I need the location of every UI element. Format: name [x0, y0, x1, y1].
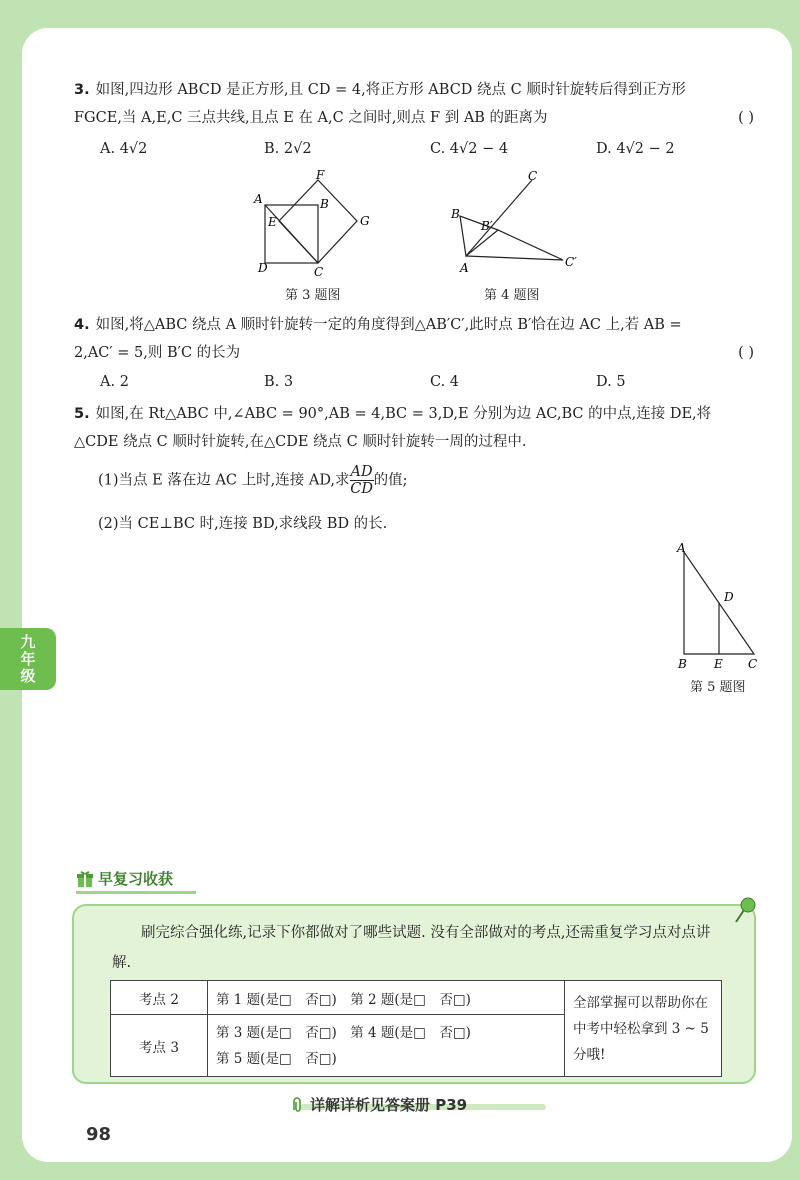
paperclip-icon	[290, 1096, 304, 1114]
question-text: FGCE,当 A,E,C 三点共线,且点 E 在 A,C 之间时,则点 F 到 AB 的距离为	[74, 110, 548, 126]
check-item: 第 1 题(是□ 否□)	[216, 991, 337, 1008]
label-d: D	[258, 261, 268, 275]
question-4	[74, 311, 764, 367]
figure-3-caption: 第 3 题图	[285, 288, 341, 303]
numerator: AD	[350, 464, 373, 480]
grade-tab-char: 年	[20, 649, 36, 668]
items-cell	[208, 981, 565, 1015]
figure-5	[672, 538, 772, 672]
page-number: 98	[86, 1124, 112, 1145]
check-item: 第 2 题(是□ 否□)	[350, 991, 471, 1008]
option-a: A. 2	[100, 374, 129, 390]
table-row	[111, 981, 722, 1015]
gift-icon	[76, 870, 94, 888]
question-text: 如图,在 Rt△ABC 中,∠ABC = 90°,AB = 4,BC = 3,D,E 分别为边 AC,BC 的中点,连接 DE,将	[95, 406, 712, 422]
label-c-prime: C′	[565, 255, 577, 269]
sub1-text: (1)当点 E 落在边 AC 上时,连接 AD,求	[98, 472, 350, 489]
review-box	[72, 904, 756, 1084]
check-item: 第 5 题(是□ 否□)	[216, 1050, 337, 1067]
figure-4-caption: 第 4 题图	[484, 288, 540, 303]
label-c: C	[314, 265, 324, 279]
option-a: A. 4√2	[100, 141, 148, 157]
option-d: D. 5	[596, 374, 626, 390]
note-cell: 全部掌握可以帮助你在中考中轻松拿到 3 ~ 5 分哦!	[565, 981, 722, 1077]
fraction-ad-cd	[350, 464, 374, 497]
triangle-abc	[460, 180, 532, 256]
label-d: D	[724, 590, 734, 604]
question-number: 3.	[74, 82, 90, 98]
figure-5-caption: 第 5 题图	[690, 680, 746, 695]
option-c: C. 4√2 − 4	[430, 141, 509, 157]
question-text: △CDE 绕点 C 顺时针旋转,在△CDE 绕点 C 顺时针旋转一周的过程中.	[74, 434, 527, 450]
option-b: B. 3	[264, 374, 294, 390]
option-b: B. 2√2	[264, 141, 312, 157]
review-text: 刷完综合强化练,记录下你都做对了哪些试题. 没有全部做对的考点,还需重复学习点对点讲解.	[112, 925, 711, 971]
q5-subquestion-1	[98, 464, 408, 497]
label-c: C	[528, 169, 538, 183]
sub1-text-end: 的值;	[373, 472, 408, 489]
question-number: 4.	[74, 317, 90, 333]
label-b-prime: B′	[481, 219, 493, 233]
question-number: 5.	[74, 406, 90, 422]
question-3	[74, 76, 764, 132]
label-g: G	[360, 214, 370, 228]
check-item: 第 4 题(是□ 否□)	[350, 1024, 471, 1041]
triangle-ab2c2	[466, 230, 563, 260]
grade-tab-char: 九	[20, 632, 36, 651]
label-b: B	[320, 197, 329, 211]
check-item: 第 3 题(是□ 否□)	[216, 1024, 337, 1041]
figure-3	[250, 168, 380, 280]
label-a: A	[254, 192, 263, 206]
label-c: C	[748, 657, 758, 671]
label-a: A	[677, 541, 686, 555]
footer-link	[290, 1094, 467, 1115]
label-e: E	[268, 215, 277, 229]
line-ac	[265, 205, 318, 263]
review-header	[76, 868, 173, 889]
figure-4	[448, 168, 588, 280]
pin-icon	[732, 896, 758, 926]
label-b: B	[451, 207, 460, 221]
point-cell: 考点 3	[111, 1015, 208, 1077]
answer-blank: ( )	[738, 345, 754, 361]
footer-text: 详解详析见答案册 P39	[310, 1096, 468, 1114]
option-c: C. 4	[430, 374, 460, 390]
option-d: D. 4√2 − 2	[596, 141, 675, 157]
label-b: B	[678, 657, 687, 671]
items-cell	[208, 1015, 565, 1077]
review-underline	[76, 891, 196, 894]
grade-tab	[0, 628, 56, 690]
question-text: 如图,将△ABC 绕点 A 顺时针旋转一定的角度得到△AB′C′,此时点 B′恰在边 AC 上,若 AB =	[95, 317, 682, 333]
q5-subquestion-2: (2)当 CE⊥BC 时,连接 BD,求线段 BD 的长.	[98, 516, 388, 532]
question-text: 2,AC′ = 5,则 B′C 的长为	[74, 345, 241, 361]
grade-tab-char: 级	[20, 666, 36, 685]
point-cell: 考点 2	[111, 981, 208, 1015]
label-f: F	[316, 168, 325, 182]
label-a: A	[460, 261, 469, 275]
question-5	[74, 400, 764, 456]
review-table	[110, 980, 722, 1077]
label-e: E	[714, 657, 723, 671]
answer-blank: ( )	[738, 110, 754, 126]
denominator: CD	[350, 481, 373, 497]
question-text: 如图,四边形 ABCD 是正方形,且 CD = 4,将正方形 ABCD 绕点 C 顺时针旋转后得到正方形	[95, 82, 686, 98]
review-title: 早复习收获	[98, 870, 174, 888]
